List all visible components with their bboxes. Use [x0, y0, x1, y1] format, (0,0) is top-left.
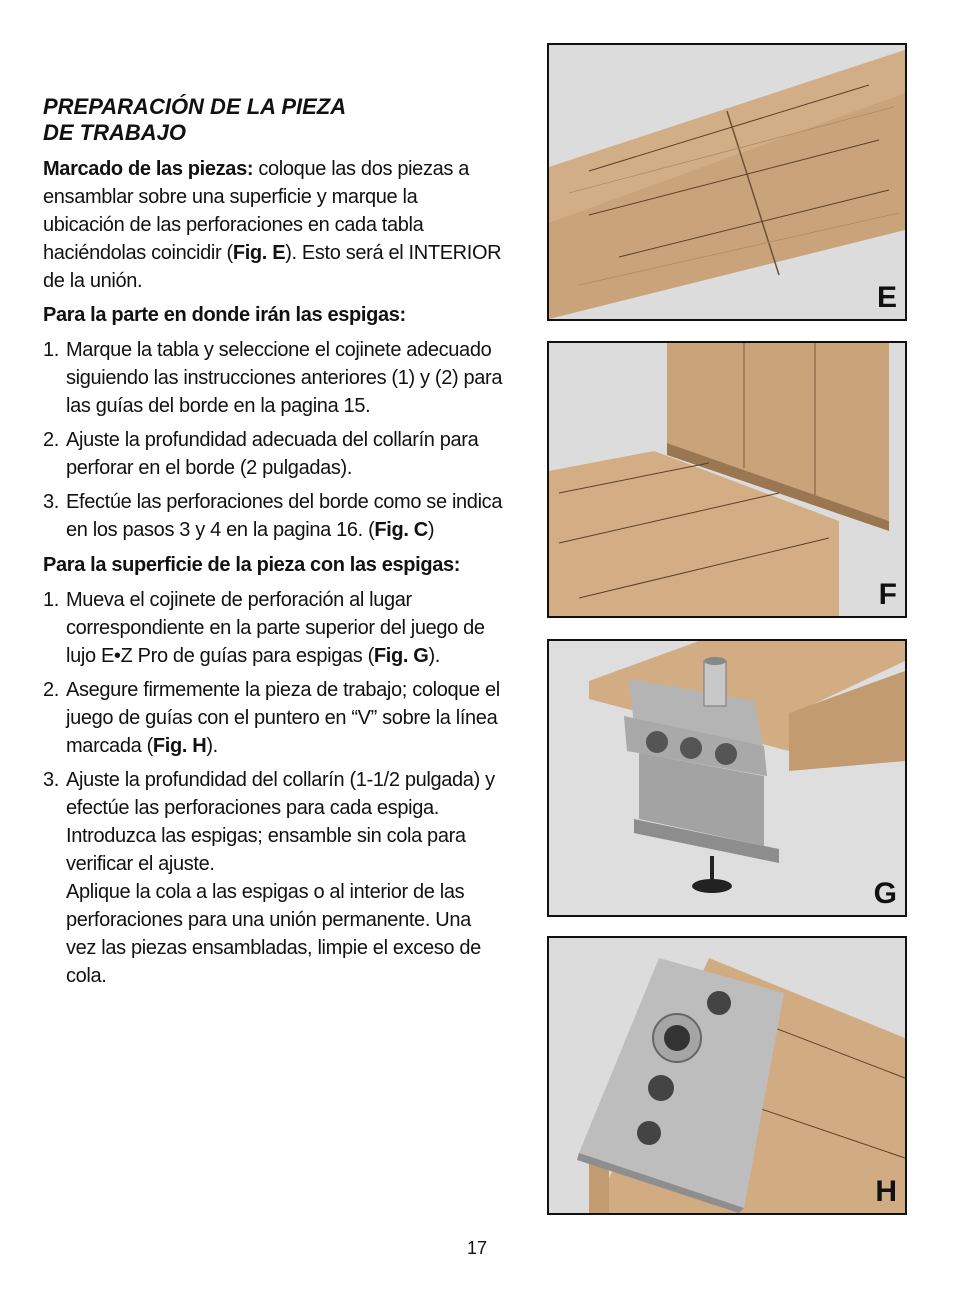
section-title: [43, 94, 463, 146]
step-text: Ajuste la profundidad del collarín (1-1/2 pulgada) y efectúe las perforaciones para cada espiga. Introduzca las espigas; ensamble sin cola para verificar el ajuste.: [66, 769, 495, 875]
list-item: [43, 426, 503, 482]
surface-part-steps: [43, 586, 503, 990]
page-number: 17: [466, 1238, 488, 1258]
surface-part-heading: Para la superficie de la pieza con las espigas:: [43, 554, 461, 576]
step-fig-ref: Fig. C: [374, 519, 428, 541]
instructions-column: [43, 155, 503, 997]
figure-g-label: G: [873, 877, 897, 910]
figure-f-illustration: [549, 343, 905, 616]
step-text-end: ).: [206, 735, 218, 757]
step-text-end: ): [427, 519, 435, 541]
list-item: [43, 766, 503, 990]
list-item: [43, 488, 503, 544]
step-text: Asegure firmemente la pieza de trabajo; coloque el juego de guías con el puntero en “V” sobre la línea marcada (: [66, 679, 500, 757]
figure-f-label: F: [878, 578, 897, 611]
list-item: [43, 676, 503, 760]
step-text: Marque la tabla y seleccione el cojinete adecuado siguiendo las instrucciones anteriores (1) y (2) para las guías del borde en la pagina 15.: [66, 339, 503, 417]
figure-h: [547, 936, 907, 1215]
step-number: 1.: [43, 339, 59, 361]
step-number: 3.: [43, 491, 59, 513]
step-number: 3.: [43, 769, 59, 791]
section-title-line-1: PREPARACIÓN DE LA PIEZA: [43, 94, 347, 119]
step-continuation: Aplique la cola a las espigas o al interior de las perforaciones para una unión permanente. Una vez las piezas ensambladas, limpie el exceso de cola.: [66, 881, 481, 987]
step-fig-ref: Fig. G: [373, 645, 429, 667]
list-item: [43, 336, 503, 420]
step-text: Efectúe las perforaciones del borde como se indica en los pasos 3 y 4 en la pagina 16. (: [66, 491, 503, 541]
intro-text-2: ). Esto será el INTERIOR de la unión.: [43, 242, 502, 292]
intro-text-1: coloque las dos piezas a ensamblar sobre una superficie y marque la ubicación de las perforaciones en cada tabla haciéndolas coincidir (: [43, 158, 470, 264]
step-text-end: ).: [428, 645, 441, 667]
edge-part-steps: [43, 336, 503, 544]
step-fig-ref: Fig. H: [152, 735, 207, 757]
figure-e-illustration: [549, 45, 905, 319]
intro-fig-ref: Fig. E: [232, 242, 286, 264]
step-number: 2.: [43, 679, 59, 701]
figure-g-illustration: [549, 641, 905, 915]
figure-e: [547, 43, 907, 321]
figure-h-illustration: [549, 938, 905, 1213]
intro-paragraph: [43, 155, 503, 295]
section-title-line-2: DE TRABAJO: [43, 120, 187, 145]
step-text: Mueva el cojinete de perforación al lugar correspondiente en la parte superior del juego de lujo E•Z Pro de guías para espigas (: [66, 589, 485, 667]
figure-e-label: E: [876, 281, 897, 314]
figure-f: [547, 341, 907, 618]
figure-h-label: H: [875, 1175, 897, 1208]
step-number: 2.: [43, 429, 59, 451]
step-number: 1.: [43, 589, 59, 611]
intro-label: Marcado de las piezas:: [43, 158, 254, 180]
figure-g: [547, 639, 907, 917]
list-item: [43, 586, 503, 670]
edge-part-heading: Para la parte en donde irán las espigas:: [43, 304, 406, 326]
step-text: Ajuste la profundidad adecuada del collarín para perforar en el borde (2 pulgadas).: [66, 429, 479, 479]
